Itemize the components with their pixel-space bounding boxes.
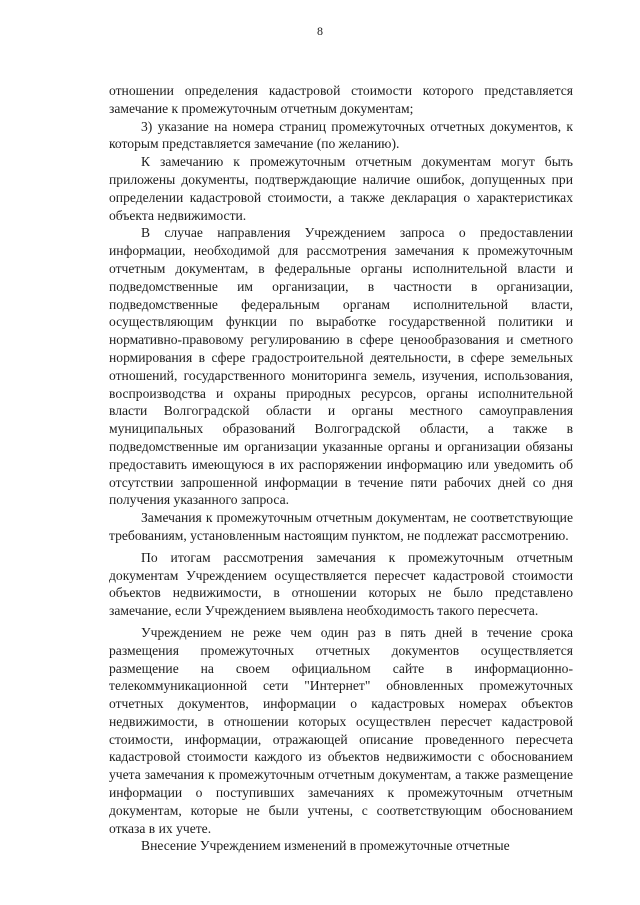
paragraph-list-item-3: 3) указание на номера страниц промежуточных отчетных документов, к которым представляется замечание (по желанию). — [109, 118, 573, 152]
paragraph-continuation: отношении определения кадастровой стоимости которого представляется замечание к промежуточным отчетным документам; — [109, 83, 573, 116]
paragraph-information-request: В случае направления Учреждением запроса о предоставлении информации, необходимой для рассмотрения замечания к промежуточным отчетным документам, в федеральные органы исполнительной власти и подведомственные им организации, в частности в организации, подведомственные федеральным органам исполнительной власти, осуществляющим функции по выработке государственной политики и нормативно-правовому регулированию в сфере ценообразования и сметного нормирования в сфере градостроительной деятельности, в сфере земельных отношений, государственного мониторинга земель, изучения, использования, воспроизводства и охраны природных ресурсов, органы исполнительной власти Волгоградской области и органы местного самоуправления муниципальных образований Волгоградской области, а также в подведомственные им организации указанные органы и организации обязаны предоставить имеющуюся в их распоряжении информацию или уведомить об отсутствии запрошенной информации в течение пяти рабочих дней со дня получения указанного запроса. — [109, 225, 573, 508]
page-number: 8 — [317, 24, 323, 38]
paragraph-attachments: К замечанию к промежуточным отчетным документам могут быть приложены документы, подтверждающие наличие ошибок, допущенных при определении кадастровой стоимости, а также декларация о характеристиках объекта недвижимости. — [109, 154, 573, 223]
paragraph-changes: Внесение Учреждением изменений в промежуточные отчетные — [141, 838, 510, 854]
document-body — [109, 82, 573, 855]
paragraph-rejected-remarks: Замечания к промежуточным отчетным документам, не соответствующие требованиям, установленным настоящим пунктом, не подлежат рассмотрению. — [109, 510, 573, 543]
paragraph-recalculation: По итогам рассмотрения замечания к промежуточным отчетным документам Учреждением осуществляется пересчет кадастровой стоимости объектов недвижимости, в отношении которых не было представлено замечание, если Учреждением выявлена необходимость такого пересчета. — [109, 549, 573, 619]
paragraph-publication: Учреждением не реже чем один раз в пять дней в течение срока размещения промежуточных отчетных документов осуществляется размещение на своем официальном сайте в информационно-телекоммуникационной сети "Интернет" обновленных промежуточных отчетных документов, информации о кадастровых номерах объектов недвижимости, в отношении которых осуществлен пересчет кадастровой стоимости, информации, отражающей описание проведенного пересчета кадастровой стоимости каждого из объектов недвижимости с обоснованием учета замечания к промежуточным отчетным документам, а также размещение информации о поступивших замечаниях к промежуточным отчетным документам, которые не были учтены, с соответствующим обоснованием отказа в их учете. — [109, 624, 573, 836]
